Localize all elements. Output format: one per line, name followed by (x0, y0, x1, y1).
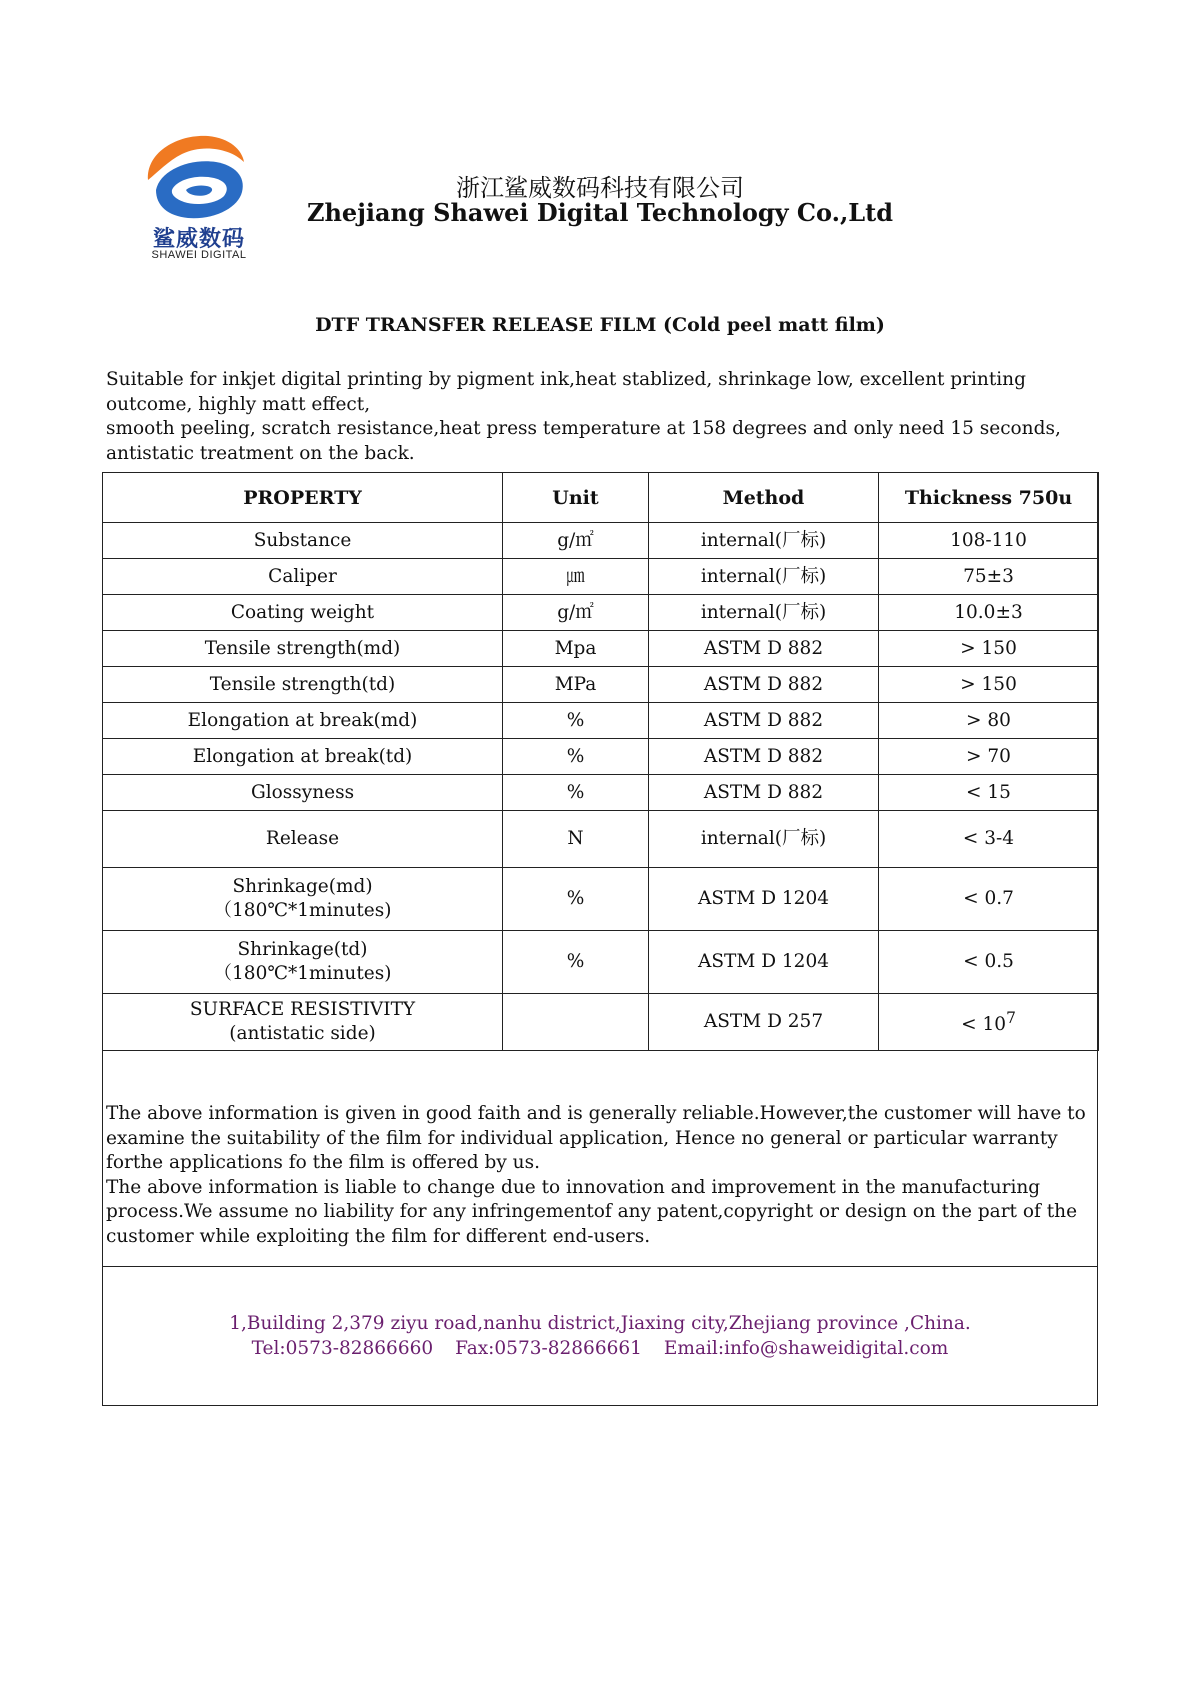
cell-method: internal(厂标) (649, 595, 879, 631)
cell-unit: MPa (503, 667, 649, 703)
footer-email: Email:info@shaweidigital.com (663, 1337, 949, 1359)
table-row (103, 811, 1099, 868)
cell-property: Elongation at break(md) (103, 703, 503, 739)
cell-method: ASTM D 882 (649, 739, 879, 775)
cell-method: ASTM D 882 (649, 703, 879, 739)
intro-line-1: Suitable for inkjet digital printing by pigment ink,heat stablized, shrinkage low, excellent printing outcome, highly matt effect, (106, 369, 1026, 415)
cell-method: internal(厂标) (649, 559, 879, 595)
footer-tel: Tel:0573-82866660 (251, 1337, 434, 1359)
cell-unit: % (503, 739, 649, 775)
cell-unit (503, 994, 649, 1051)
cell-method: ASTM D 882 (649, 631, 879, 667)
property-condition: (antistatic side) (229, 1023, 376, 1044)
cell-method: ASTM D 1204 (649, 868, 879, 931)
table-row (103, 559, 1099, 595)
table-row (103, 703, 1099, 739)
property-name: Shrinkage(td) (237, 939, 368, 960)
header-method: Method (649, 473, 879, 523)
cell-value: > 150 (879, 631, 1099, 667)
cell-method: internal(厂标) (649, 523, 879, 559)
logo-english-text: SHAWEI DIGITAL (151, 249, 247, 261)
property-condition: （180℃*1minutes) (213, 963, 392, 984)
property-name: Shrinkage(md) (232, 876, 373, 897)
header-unit: Unit (503, 473, 649, 523)
value-base: < 10 (961, 1014, 1007, 1036)
table-row (103, 667, 1099, 703)
cell-unit: g/㎡ (503, 523, 649, 559)
header-property: PROPERTY (103, 473, 503, 523)
intro-text (106, 368, 1102, 466)
cell-value: > 70 (879, 739, 1099, 775)
intro-line-2: smooth peeling, scratch resistance,heat press temperature at 158 degrees and only need 15 seconds, antistatic treatment on the back. (106, 418, 1061, 464)
cell-value: < 0.7 (879, 868, 1099, 931)
cell-unit: N (503, 811, 649, 868)
cell-property: Substance (103, 523, 503, 559)
cell-unit: % (503, 703, 649, 739)
cell-method: ASTM D 882 (649, 775, 879, 811)
header-thickness: Thickness 750u (879, 473, 1099, 523)
cell-property: Coating weight (103, 595, 503, 631)
cell-unit: ㎛ (503, 559, 649, 595)
cell-value: < 15 (879, 775, 1099, 811)
footer-fax: Fax:0573-82866661 (455, 1337, 642, 1359)
cell-unit: % (503, 931, 649, 994)
cell-unit: g/㎡ (503, 595, 649, 631)
cell-property (103, 931, 503, 994)
table-header-row (103, 473, 1099, 523)
cell-property: Release (103, 811, 503, 868)
cell-property: Tensile strength(td) (103, 667, 503, 703)
cell-method: internal(厂标) (649, 811, 879, 868)
cell-value: < 0.5 (879, 931, 1099, 994)
disclaimer-paragraph-2: The above information is liable to change due to innovation and improvement in the manufacturing process.We assume no liability for any infringementof any patent,copyright or design on the part of the customer while exploiting the film for different end-users. (106, 1176, 1078, 1247)
spec-table (102, 472, 1099, 1051)
cell-unit: Mpa (503, 631, 649, 667)
cell-unit: % (503, 868, 649, 931)
cell-property: Glossyness (103, 775, 503, 811)
cell-property (103, 994, 503, 1051)
table-row (103, 739, 1099, 775)
company-name-chinese: 浙江鲨威数码科技有限公司 (456, 174, 744, 202)
disclaimer-text (106, 1102, 1096, 1249)
footer-contacts (102, 1337, 1098, 1362)
table-row (103, 775, 1099, 811)
cell-value: 10.0±3 (879, 595, 1099, 631)
table-row (103, 631, 1099, 667)
table-row (103, 523, 1099, 559)
document-title: DTF TRANSFER RELEASE FILM (Cold peel matt film) (315, 314, 885, 336)
cell-property: Caliper (103, 559, 503, 595)
cell-value: > 150 (879, 667, 1099, 703)
table-row (103, 595, 1099, 631)
cell-method: ASTM D 882 (649, 667, 879, 703)
table-row (103, 994, 1099, 1051)
cell-value: 108-110 (879, 523, 1099, 559)
cell-value (879, 994, 1099, 1051)
table-row (103, 931, 1099, 994)
section-divider (102, 1266, 1098, 1267)
cell-method: ASTM D 1204 (649, 931, 879, 994)
company-name-english: Zhejiang Shawei Digital Technology Co.,Ltd (306, 198, 894, 227)
property-condition: （180℃*1minutes) (213, 900, 392, 921)
value-exponent: 7 (1006, 1009, 1016, 1028)
cell-property: Elongation at break(td) (103, 739, 503, 775)
table-row (103, 868, 1099, 931)
cell-value: < 3-4 (879, 811, 1099, 868)
logo-swirl-icon (138, 132, 258, 227)
contact-footer (102, 1312, 1098, 1361)
cell-property (103, 868, 503, 931)
cell-unit: % (503, 775, 649, 811)
cell-method: ASTM D 257 (649, 994, 879, 1051)
cell-value: 75±3 (879, 559, 1099, 595)
footer-address: 1,Building 2,379 ziyu road,nanhu district,Jiaxing city,Zhejiang province ,China. (229, 1313, 971, 1334)
cell-value: > 80 (879, 703, 1099, 739)
property-name: SURFACE RESISTIVITY (189, 999, 416, 1020)
disclaimer-paragraph-1: The above information is given in good faith and is generally reliable.However,the customer will have to examine the suitability of the film for individual application, Hence no general or particular warranty forthe applications fo the film is offered by us. (106, 1103, 1086, 1173)
logo-chinese-text: 鲨威数码 (152, 227, 245, 252)
cell-property: Tensile strength(md) (103, 631, 503, 667)
